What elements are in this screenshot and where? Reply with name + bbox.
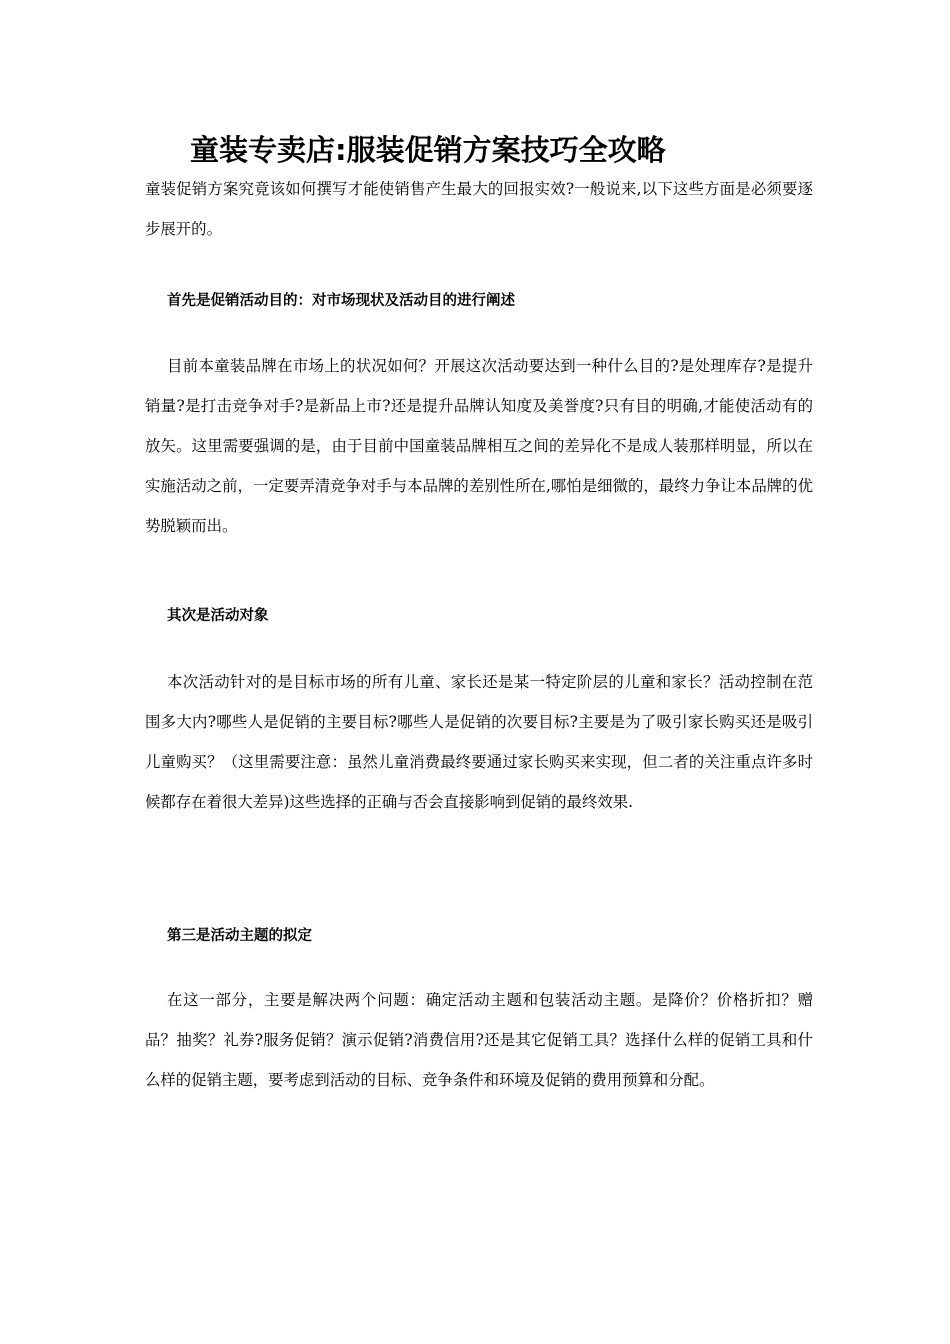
section-body-target: 本次活动针对的是目标市场的所有儿童、家长还是某一特定阶层的儿童和家长？活动控制在范围多大内?哪些人是促销的主要目标?哪些人是促销的次要目标?主要是为了吸引家长购买还是吸引儿童购买？（这里需要注意：虽然儿童消费最终要通过家长购买来实现，但二者的关注重点许多时候都存在着很大差异)这些选择的正确与否会直接影响到促销的最终效果.	[145, 673, 813, 811]
intro-paragraph: 童装促销方案究竟该如何撰写才能使销售产生最大的回报实效?一般说来,以下这些方面是必须要逐步展开的。	[145, 180, 813, 238]
section-body-purpose: 目前本童装品牌在市场上的状况如何？开展这次活动要达到一种什么目的?是处理库存?是提升销量?是打击竞争对手?是新品上市?还是提升品牌认知度及美誉度?只有目的明确,才能使活动有的放矢。这里需要强调的是，由于目前中国童装品牌相互之间的差异化不是成人装那样明显，所以在实施活动之前，一定要弄清竞争对手与本品牌的差别性所在,哪怕是细微的，最终力争让本品牌的优势脱颖而出。	[145, 357, 813, 535]
section-body-theme: 在这一部分，主要是解决两个问题：确定活动主题和包装活动主题。是降价？价格折扣？赠品？抽奖？礼券?服务促销？演示促销?消费信用?还是其它促销工具？选择什么样的促销工具和什么样的促销主题，要考虑到活动的目标、竞争条件和环境及促销的费用预算和分配。	[145, 991, 813, 1089]
section-heading-theme: 第三是活动主题的拟定	[167, 928, 312, 944]
section-heading-target: 其次是活动对象	[167, 608, 269, 624]
document-title: 童装专卖店:服装促销方案技巧全攻略	[190, 133, 666, 167]
section-heading-purpose: 首先是促销活动目的：对市场现状及活动目的进行阐述	[167, 293, 515, 309]
